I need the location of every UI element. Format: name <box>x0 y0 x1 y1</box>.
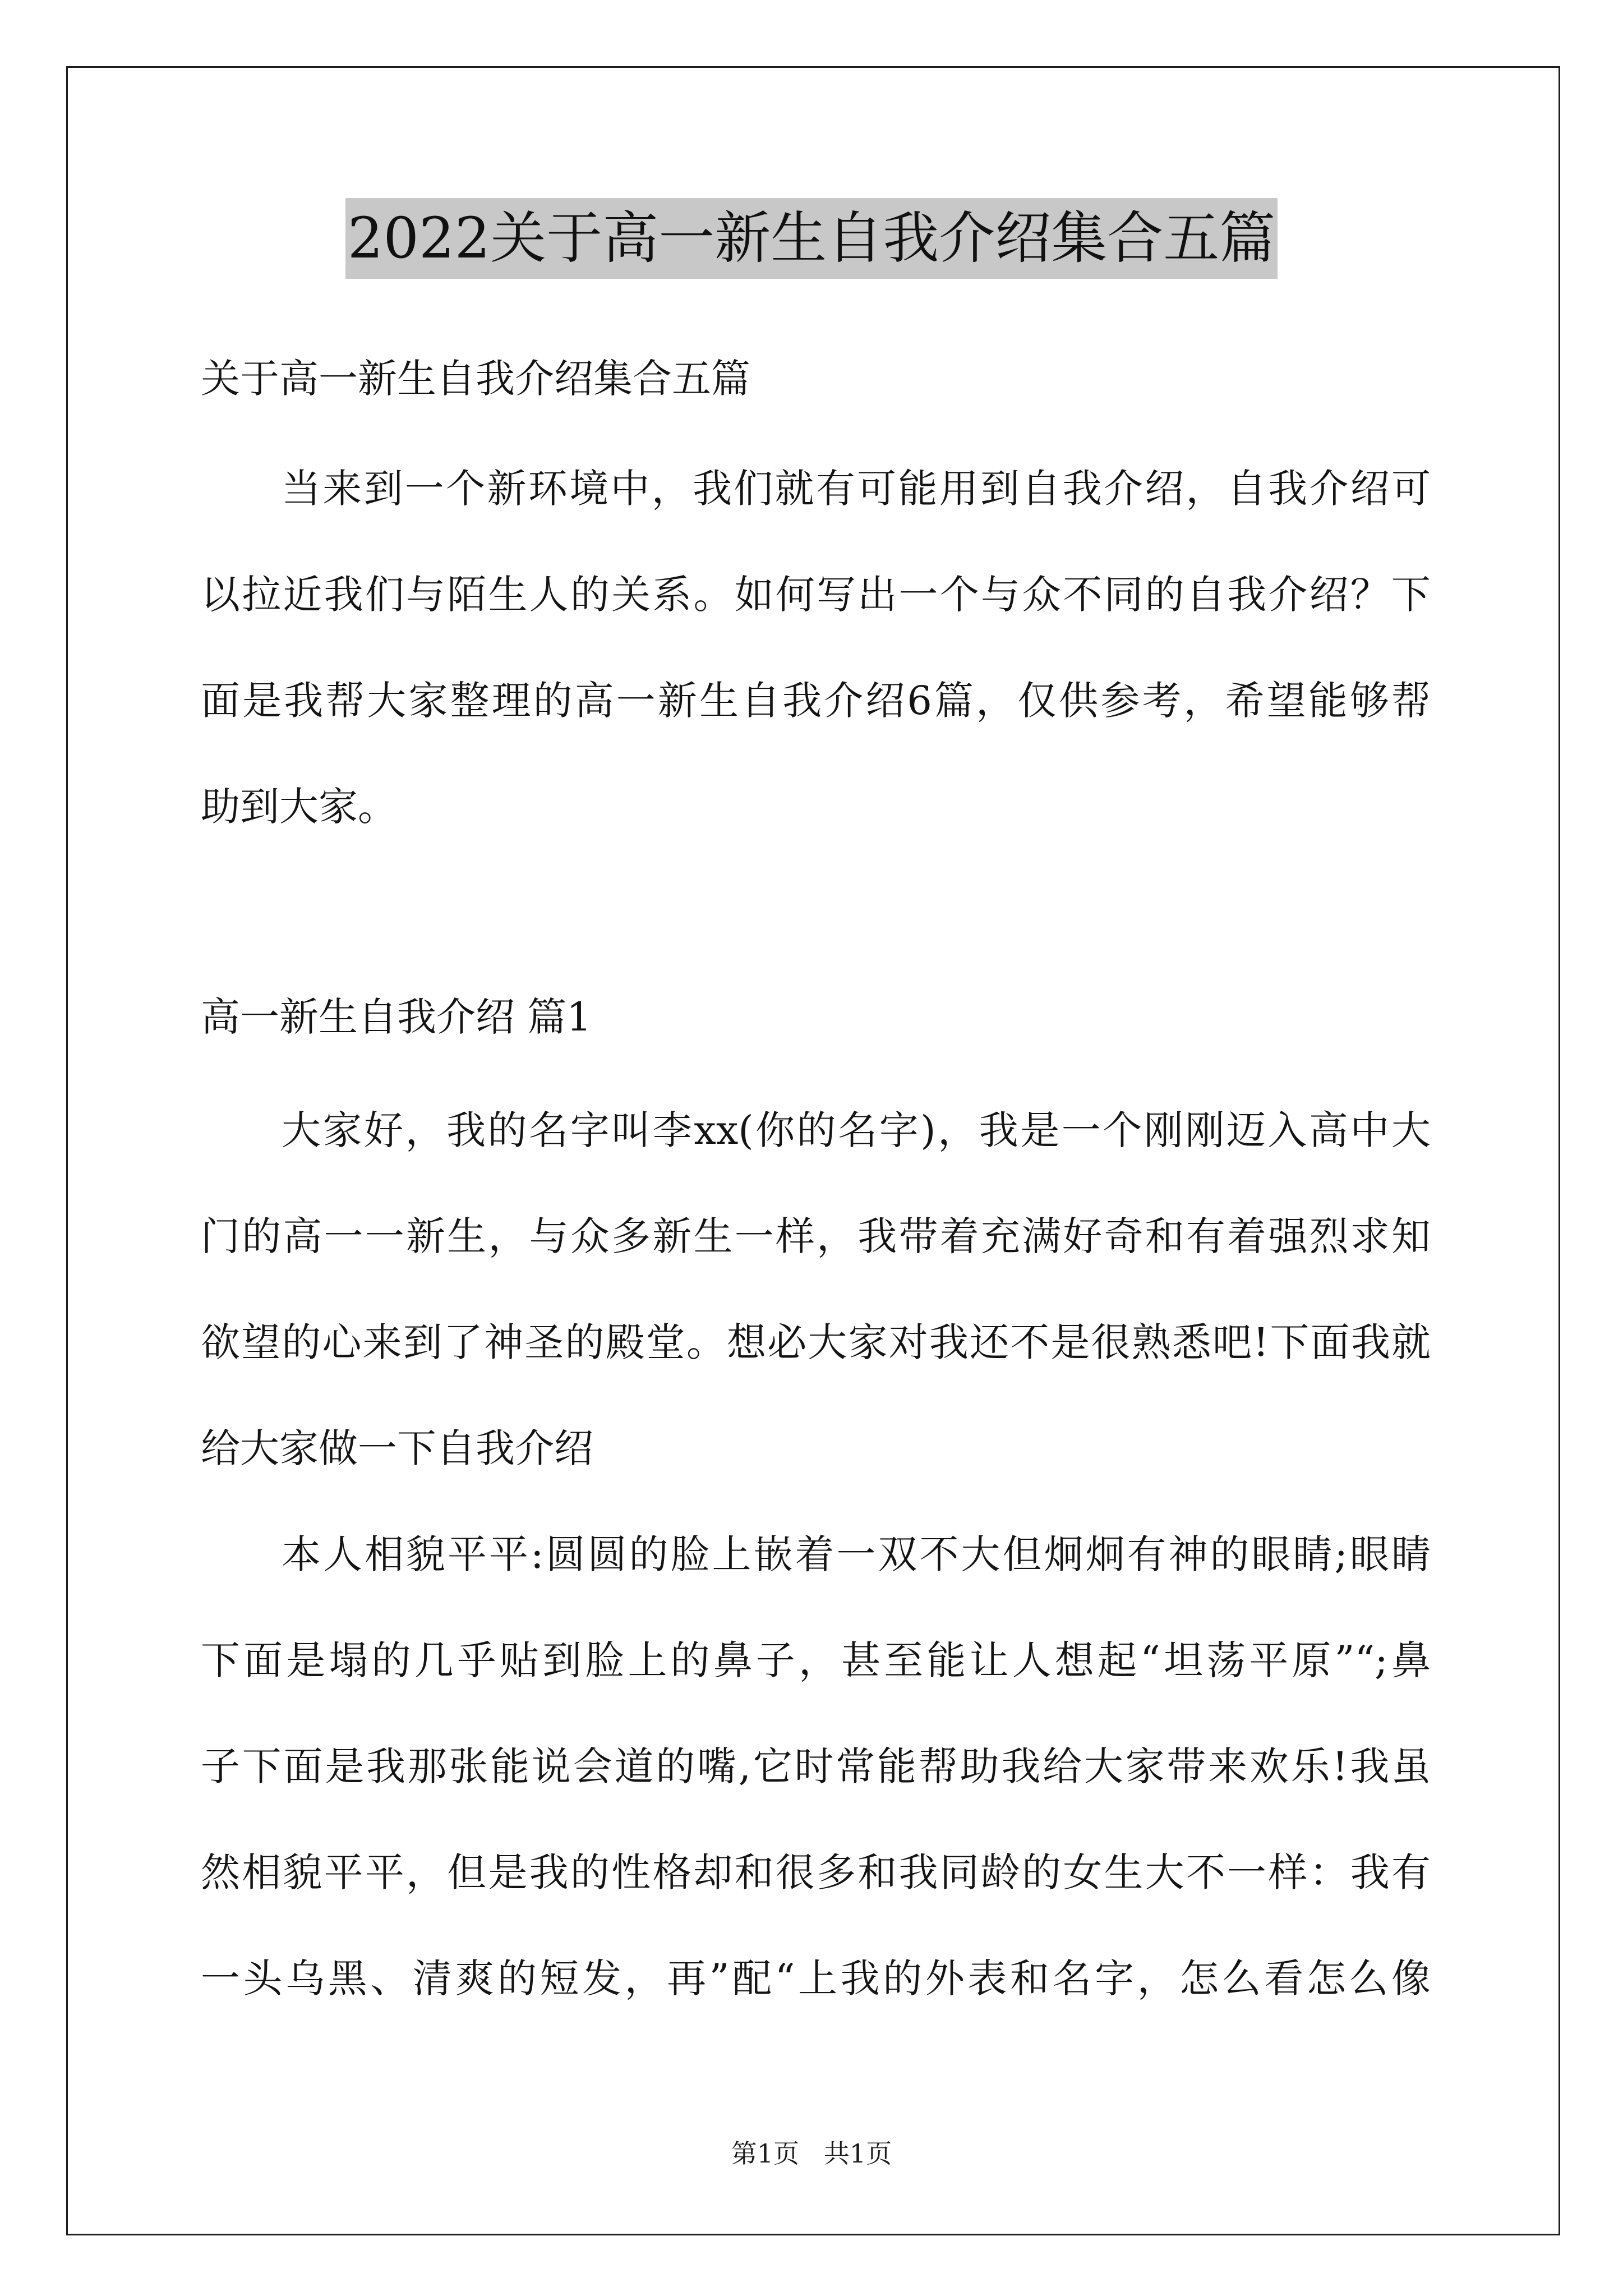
body-line: 给大家做一下自我介绍 <box>201 1425 593 1471</box>
section-paragraph <box>201 1502 1431 2032</box>
document-title: 2022关于高一新生自我介绍集合五篇 <box>345 198 1278 279</box>
section-paragraph <box>201 1078 1431 1502</box>
document-subtitle: 关于高一新生自我介绍集合五篇 <box>201 356 750 402</box>
body-line: 助到大家。 <box>201 784 397 830</box>
body-line: 下面是塌的几乎贴到脸上的鼻子，甚至能让人想起“坦荡平原”“;鼻 <box>201 1637 1431 1683</box>
section-heading: 高一新生自我介绍 篇1 <box>201 994 592 1040</box>
body-line: 本人相貌平平:圆圆的脸上嵌着一双不大但炯炯有神的眼睛;眼睛 <box>282 1531 1431 1577</box>
body-line: 当来到一个新环境中，我们就有可能用到自我介绍，自我介绍可 <box>282 466 1431 512</box>
body-line: 以拉近我们与陌生人的关系。如何写出一个与众不同的自我介绍？下 <box>201 572 1431 618</box>
body-line: 一头乌黑、清爽的短发，再”配“上我的外表和名字，怎么看怎么像 <box>201 1955 1431 2001</box>
body-line: 欲望的心来到了神圣的殿堂。想必大家对我还不是很熟悉吧!下面我就 <box>201 1319 1431 1365</box>
body-line: 大家好，我的名字叫李xx(你的名字)，我是一个刚刚迈入高中大 <box>282 1107 1431 1153</box>
title-container <box>0 198 1623 279</box>
body-line: 门的高一一新生，与众多新生一样，我带着充满好奇和有着强烈求知 <box>201 1213 1431 1259</box>
body-line: 子下面是我那张能说会道的嘴,它时常能帮助我给大家带来欢乐!我虽 <box>201 1743 1431 1789</box>
page-number-footer: 第1页 共1页 <box>731 2138 892 2169</box>
body-line: 然相貌平平，但是我的性格却和很多和我同龄的女生大不一样：我有 <box>201 1849 1431 1895</box>
document-body <box>201 326 1431 2032</box>
intro-paragraph <box>201 436 1431 860</box>
body-line: 面是我帮大家整理的高一新生自我介绍6篇，仅供参考，希望能够帮 <box>201 678 1431 724</box>
